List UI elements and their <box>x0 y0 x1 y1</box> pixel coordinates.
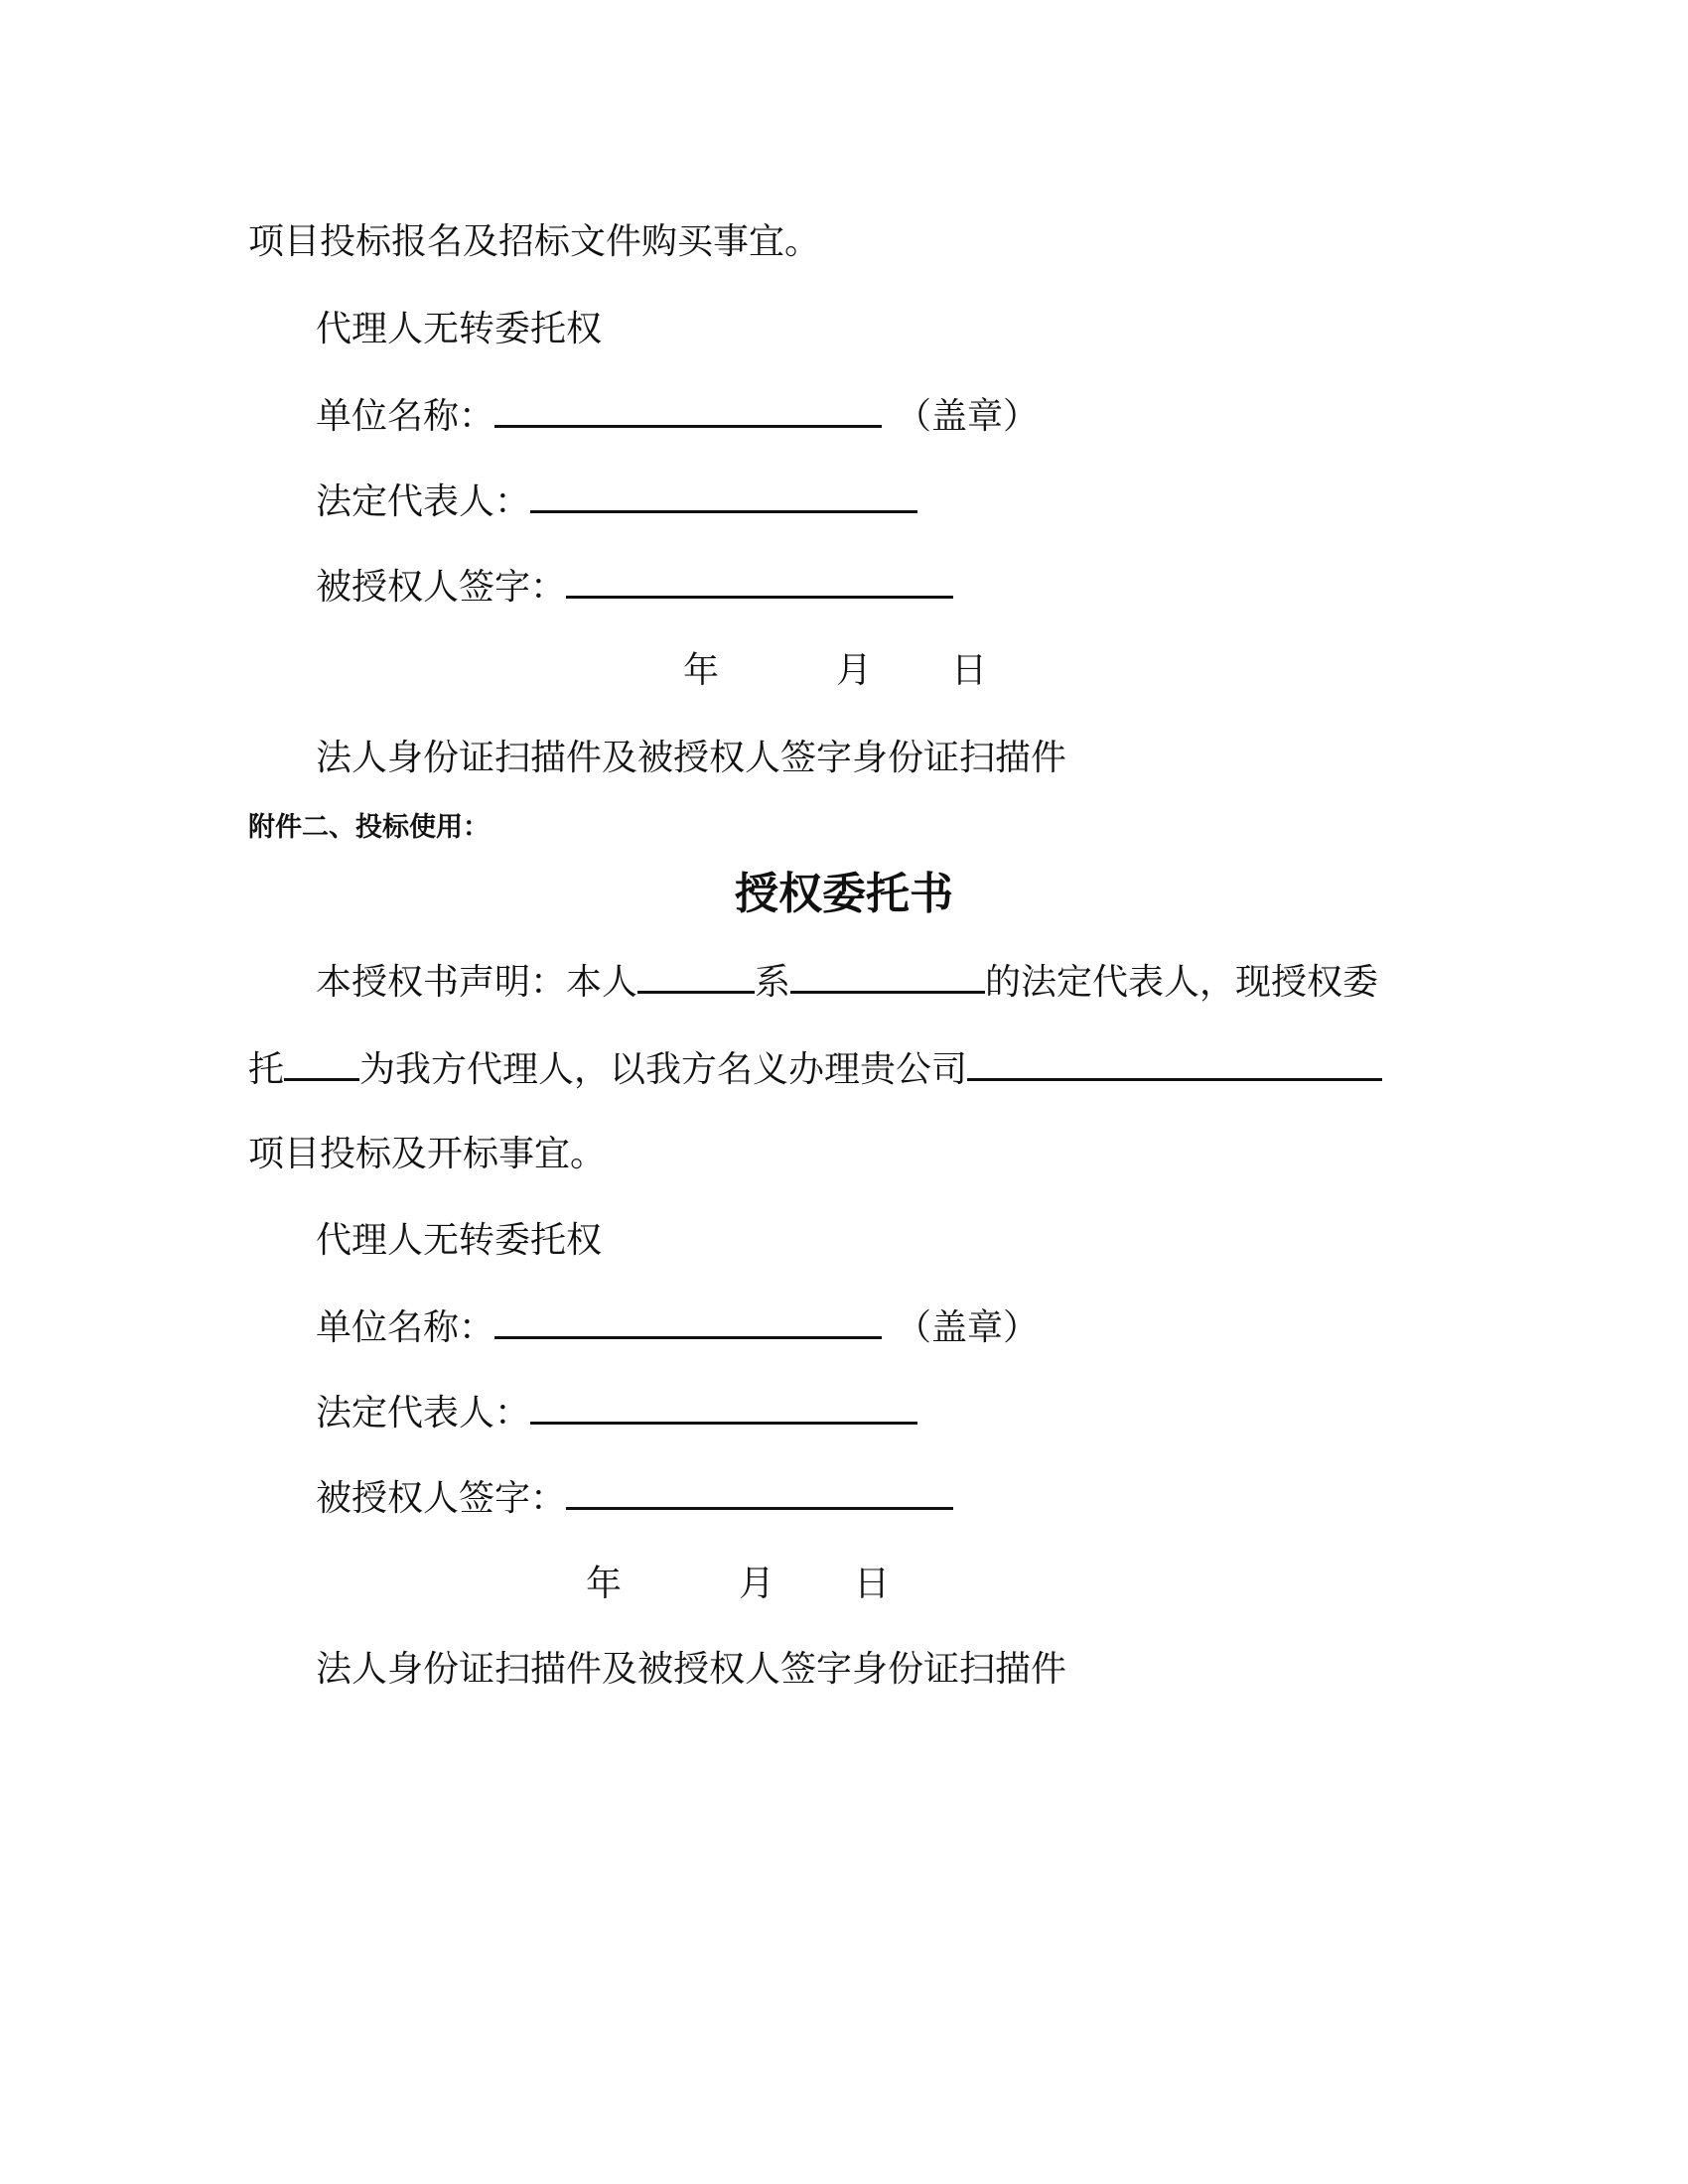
date-year: 年 <box>586 1564 623 1604</box>
signature-row-2 <box>316 1475 953 1521</box>
legal-rep-field[interactable] <box>530 1390 917 1425</box>
signature-label: 被授权人签字： <box>316 1478 567 1519</box>
signature-field[interactable] <box>566 1475 953 1510</box>
company-name-field[interactable] <box>790 959 985 994</box>
date-row-2 <box>586 1563 890 1606</box>
statement-text-4: 托 <box>248 1049 285 1090</box>
date-month: 月 <box>739 1564 775 1604</box>
date-day: 日 <box>951 650 988 691</box>
date-month: 月 <box>836 650 873 691</box>
statement-line-1 <box>316 959 1378 1005</box>
statement-text-1: 本授权书声明：本人 <box>316 962 638 1003</box>
date-day: 日 <box>854 1564 891 1604</box>
id-scan-note-2: 法人身份证扫描件及被授权人签字身份证扫描件 <box>316 1649 1067 1690</box>
annex-heading: 附件二、投标使用： <box>248 812 490 843</box>
signature-row <box>316 564 953 610</box>
statement-text-3: 的法定代表人，现授权委 <box>985 962 1379 1003</box>
statement-text-2: 系 <box>755 962 791 1003</box>
statement-line-3: 项目投标及开标事宜。 <box>248 1134 607 1174</box>
agent-name-field[interactable] <box>284 1046 359 1081</box>
legal-rep-row-2 <box>316 1390 917 1435</box>
unit-name-label: 单位名称： <box>316 396 495 437</box>
unit-name-field[interactable] <box>494 1304 882 1339</box>
seal-note: （盖章） <box>896 1307 1040 1348</box>
seal-note: （盖章） <box>896 396 1040 437</box>
project-continuation-text: 项目投标报名及招标文件购买事宜。 <box>248 221 821 262</box>
date-year: 年 <box>683 650 720 691</box>
principal-name-field[interactable] <box>637 959 755 994</box>
document-title: 授权委托书 <box>735 869 953 919</box>
legal-rep-row <box>316 478 917 524</box>
signature-field[interactable] <box>566 564 953 599</box>
id-scan-note: 法人身份证扫描件及被授权人签字身份证扫描件 <box>316 738 1067 778</box>
unit-name-row-2 <box>316 1304 1039 1350</box>
legal-rep-label: 法定代表人： <box>316 1393 531 1433</box>
unit-name-field[interactable] <box>494 393 882 428</box>
legal-rep-label: 法定代表人： <box>316 481 531 522</box>
legal-rep-field[interactable] <box>530 478 917 513</box>
no-subdelegation-text-2: 代理人无转委托权 <box>316 1220 603 1261</box>
date-row <box>683 649 987 693</box>
unit-name-label: 单位名称： <box>316 1307 495 1348</box>
project-name-field[interactable] <box>967 1046 1382 1081</box>
unit-name-row <box>316 393 1039 439</box>
no-subdelegation-text: 代理人无转委托权 <box>316 309 603 349</box>
statement-text-5: 为我方代理人，以我方名义办理贵公司 <box>359 1049 968 1090</box>
signature-label: 被授权人签字： <box>316 567 567 608</box>
statement-line-2 <box>248 1046 1382 1092</box>
